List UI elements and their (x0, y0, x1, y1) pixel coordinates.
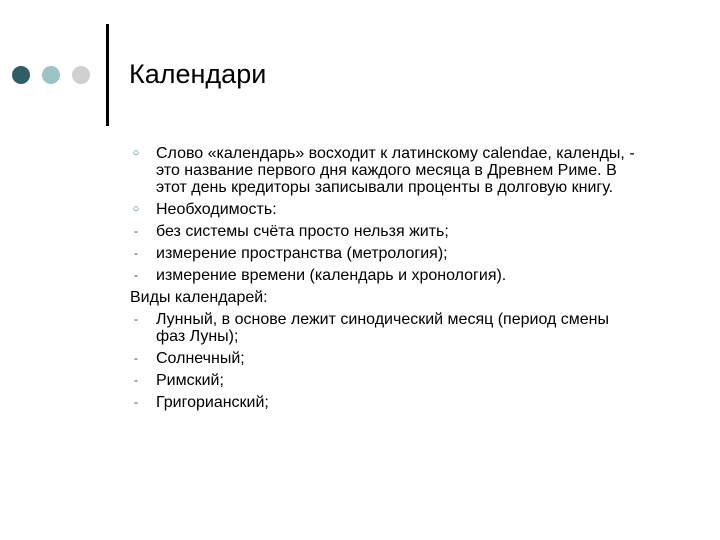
bullet-text: Григорианский; (156, 394, 269, 411)
ring-bullet-icon: ○ (132, 203, 140, 215)
ring-bullet-icon: ○ (132, 147, 140, 159)
decor-dot-teal (42, 66, 60, 84)
dash-item (130, 394, 640, 411)
title-divider (106, 24, 109, 126)
section-heading (130, 289, 640, 306)
decor-dot-dark (12, 66, 30, 84)
dash-bullet-icon: - (134, 395, 138, 409)
dash-item (130, 311, 640, 345)
dash-bullet-icon: - (134, 268, 138, 282)
dash-bullet-icon: - (134, 351, 138, 365)
slide-body (130, 145, 640, 416)
bullet-text: Лунный, в основе лежит синодический месяц (период смены фаз Луны); (156, 311, 609, 345)
bullet-text: Необходимость: (156, 201, 277, 218)
bullet-text: Римский; (156, 372, 224, 389)
dash-bullet-icon: - (134, 312, 138, 326)
decor-dot-gray (72, 66, 90, 84)
bullet-item (130, 145, 640, 196)
dash-item (130, 350, 640, 367)
dash-item (130, 267, 640, 284)
bullet-text: Виды календарей: (130, 289, 268, 306)
dash-bullet-icon: - (134, 373, 138, 387)
slide-title: Календари (129, 59, 267, 89)
bullet-text: Солнечный; (156, 350, 245, 367)
bullet-text: измерение пространства (метрология); (156, 245, 448, 262)
dash-bullet-icon: - (134, 246, 138, 260)
bullet-text: Слово «календарь» восходит к латинскому calendae, календы, - это название первого дня каждого месяца в Древнем Риме. В этот день кредиторы записывали проценты в долговую книгу. (156, 145, 635, 196)
dash-item (130, 245, 640, 262)
bullet-text: измерение времени (календарь и хронология). (156, 267, 507, 284)
bullet-item (130, 201, 640, 218)
dash-item (130, 372, 640, 389)
bullet-text: без системы счёта просто нельзя жить; (156, 223, 449, 240)
dash-bullet-icon: - (134, 224, 138, 238)
dash-item (130, 223, 640, 240)
